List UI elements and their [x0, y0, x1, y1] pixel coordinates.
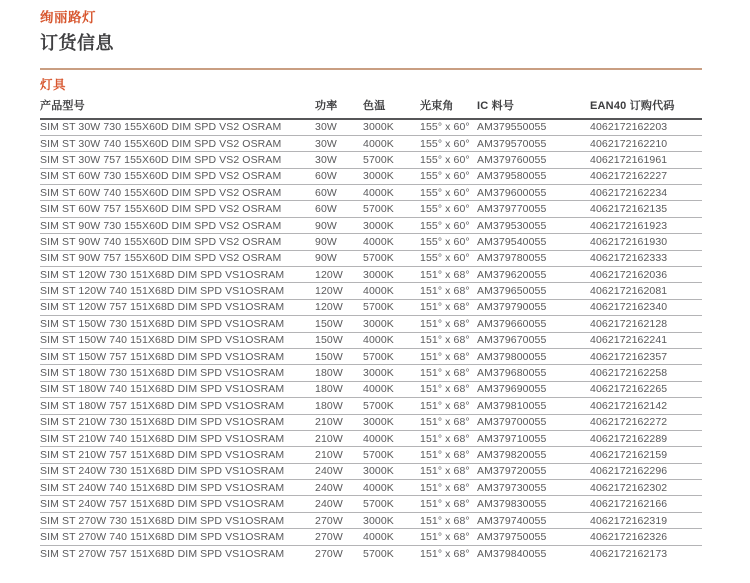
color-temp-cell: 4000K — [363, 381, 420, 397]
product-model-cell: SIM ST 60W 757 155X60D DIM SPD VS2 OSRAM — [40, 201, 315, 217]
power-cell: 240W — [315, 480, 363, 496]
product-model-cell: SIM ST 60W 740 155X60D DIM SPD VS2 OSRAM — [40, 185, 315, 201]
ean-code-cell: 4062172162142 — [590, 398, 702, 414]
beam-angle-cell: 151° x 68° — [420, 512, 477, 528]
table-row — [40, 348, 702, 364]
power-cell: 270W — [315, 547, 343, 560]
ean-code-cell: 4062172162272 — [590, 414, 702, 430]
ic-part-cell: AM379770055 — [477, 201, 590, 217]
table-row — [40, 217, 702, 233]
table-row — [40, 299, 702, 315]
beam-angle-cell: 151° x 68° — [420, 365, 477, 381]
beam-angle-cell: 155° x 60° — [420, 119, 477, 135]
product-model-cell: SIM ST 120W 757 151X68D DIM SPD VS1OSRAM — [40, 299, 315, 315]
product-model-cell: SIM ST 240W 730 151X68D DIM SPD VS1OSRAM — [40, 463, 315, 479]
ic-part-cell: AM379840055 — [477, 547, 547, 560]
ean-code-cell: 4062172162289 — [590, 430, 702, 446]
ean-code-cell: 4062172162340 — [590, 299, 702, 315]
ean-code-cell: 4062172161961 — [590, 152, 702, 168]
ic-part-cell: AM379540055 — [477, 234, 590, 250]
ic-part-cell: AM379620055 — [477, 267, 590, 283]
color-temp-cell: 4000K — [363, 430, 420, 446]
color-temp-cell: 5700K — [363, 496, 420, 512]
beam-angle-cell: 151° x 68° — [420, 267, 477, 283]
ic-part-cell: AM379820055 — [477, 447, 590, 463]
power-cell: 180W — [315, 381, 363, 397]
power-cell: 60W — [315, 168, 363, 184]
table-row — [40, 480, 702, 496]
ic-part-cell: AM379690055 — [477, 381, 590, 397]
product-model-cell: SIM ST 90W 757 155X60D DIM SPD VS2 OSRAM — [40, 250, 315, 266]
beam-angle-cell: 155° x 60° — [420, 152, 477, 168]
ic-part-cell: AM379680055 — [477, 365, 590, 381]
table-row — [40, 316, 702, 332]
ean-code-cell: 4062172162258 — [590, 365, 702, 381]
product-model-cell: SIM ST 240W 757 151X68D DIM SPD VS1OSRAM — [40, 496, 315, 512]
table-row — [40, 529, 702, 545]
ean-code-cell: 4062172162319 — [590, 512, 702, 528]
page-title: 订货信息 — [40, 33, 114, 53]
power-cell: 270W — [315, 512, 363, 528]
color-temp-cell: 5700K — [363, 348, 420, 364]
table-row — [40, 398, 702, 414]
color-temp-cell: 3000K — [363, 168, 420, 184]
color-temp-cell: 4000K — [363, 234, 420, 250]
power-cell: 120W — [315, 267, 363, 283]
column-header-power: 功率 — [315, 97, 363, 119]
ean-code-cell: 4062172162333 — [590, 250, 702, 266]
table-row — [40, 381, 702, 397]
ean-code-cell: 4062172162203 — [590, 119, 702, 135]
beam-angle-cell: 151° x 68° — [420, 283, 477, 299]
table-row — [40, 185, 702, 201]
ic-part-cell: AM379700055 — [477, 414, 590, 430]
table-row — [40, 430, 702, 446]
ic-part-cell: AM379800055 — [477, 348, 590, 364]
ordering-info-table — [40, 97, 702, 562]
power-cell: 90W — [315, 234, 363, 250]
color-temp-cell: 4000K — [363, 135, 420, 151]
table-row — [40, 168, 702, 184]
product-model-cell: SIM ST 270W 730 151X68D DIM SPD VS1OSRAM — [40, 512, 315, 528]
product-model-cell: SIM ST 120W 730 151X68D DIM SPD VS1OSRAM — [40, 267, 315, 283]
ean-code-cell: 4062172162210 — [590, 135, 702, 151]
beam-angle-cell: 151° x 68° — [420, 480, 477, 496]
power-cell: 240W — [315, 463, 363, 479]
color-temp-cell: 5700K — [363, 398, 420, 414]
ic-part-cell: AM379670055 — [477, 332, 590, 348]
table-row — [40, 250, 702, 266]
table-row — [40, 496, 702, 512]
product-model-cell: SIM ST 270W 740 151X68D DIM SPD VS1OSRAM — [40, 529, 315, 545]
ean-code-cell: 4062172162135 — [590, 201, 702, 217]
table-row — [40, 447, 702, 463]
power-cell: 150W — [315, 348, 363, 364]
ic-part-cell: AM379660055 — [477, 316, 590, 332]
ic-part-cell: AM379550055 — [477, 119, 590, 135]
table-row — [40, 365, 702, 381]
ean-code-cell: 4062172162302 — [590, 480, 702, 496]
color-temp-cell: 3000K — [363, 119, 420, 135]
ic-part-cell: AM379740055 — [477, 512, 590, 528]
table-row — [40, 119, 702, 135]
ic-part-cell: AM379650055 — [477, 283, 590, 299]
ean-code-cell: 4062172162173 — [590, 547, 668, 560]
product-model-cell: SIM ST 60W 730 155X60D DIM SPD VS2 OSRAM — [40, 168, 315, 184]
power-cell: 210W — [315, 414, 363, 430]
power-cell: 240W — [315, 496, 363, 512]
color-temp-cell: 5700K — [363, 447, 420, 463]
product-model-cell: SIM ST 90W 740 155X60D DIM SPD VS2 OSRAM — [40, 234, 315, 250]
beam-angle-cell: 151° x 68° — [420, 316, 477, 332]
power-cell: 180W — [315, 365, 363, 381]
ean-code-cell: 4062172162241 — [590, 332, 702, 348]
power-cell: 210W — [315, 447, 363, 463]
product-family-title: 绚丽路灯 — [40, 10, 96, 25]
product-model-cell: SIM ST 180W 740 151X68D DIM SPD VS1OSRAM — [40, 381, 315, 397]
power-cell: 270W — [315, 529, 363, 545]
power-cell: 30W — [315, 119, 363, 135]
beam-angle-cell: 155° x 60° — [420, 201, 477, 217]
color-temp-cell: 3000K — [363, 463, 420, 479]
color-temp-cell: 3000K — [363, 414, 420, 430]
beam-angle-cell: 155° x 60° — [420, 185, 477, 201]
beam-angle-cell: 151° x 68° — [420, 529, 477, 545]
beam-angle-cell: 155° x 60° — [420, 250, 477, 266]
ic-part-cell: AM379830055 — [477, 496, 590, 512]
column-header-color-temp: 色温 — [363, 97, 420, 119]
ic-part-cell: AM379530055 — [477, 217, 590, 233]
ic-part-cell: AM379760055 — [477, 152, 590, 168]
beam-angle-cell: 155° x 60° — [420, 217, 477, 233]
beam-angle-cell: 151° x 68° — [420, 496, 477, 512]
product-model-cell: SIM ST 30W 730 155X60D DIM SPD VS2 OSRAM — [40, 119, 315, 135]
color-temp-cell: 5700K — [363, 547, 394, 560]
ic-part-cell: AM379580055 — [477, 168, 590, 184]
color-temp-cell: 3000K — [363, 217, 420, 233]
product-model-cell: SIM ST 210W 740 151X68D DIM SPD VS1OSRAM — [40, 430, 315, 446]
product-model-cell: SIM ST 240W 740 151X68D DIM SPD VS1OSRAM — [40, 480, 315, 496]
beam-angle-cell: 151° x 68° — [420, 463, 477, 479]
color-temp-cell: 4000K — [363, 480, 420, 496]
ic-part-cell: AM379790055 — [477, 299, 590, 315]
power-cell: 120W — [315, 283, 363, 299]
ean-code-cell: 4062172162166 — [590, 496, 702, 512]
beam-angle-cell: 151° x 68° — [420, 447, 477, 463]
ean-code-cell: 4062172162265 — [590, 381, 702, 397]
product-model-cell: SIM ST 150W 757 151X68D DIM SPD VS1OSRAM — [40, 348, 315, 364]
power-cell: 90W — [315, 217, 363, 233]
power-cell: 60W — [315, 201, 363, 217]
beam-angle-cell: 151° x 68° — [420, 381, 477, 397]
table-row — [40, 267, 702, 283]
table-row — [40, 545, 702, 561]
product-model-cell: SIM ST 210W 730 151X68D DIM SPD VS1OSRAM — [40, 414, 315, 430]
beam-angle-cell: 151° x 68° — [420, 430, 477, 446]
table-row — [40, 234, 702, 250]
product-model-cell: SIM ST 90W 730 155X60D DIM SPD VS2 OSRAM — [40, 217, 315, 233]
beam-angle-cell: 155° x 60° — [420, 135, 477, 151]
beam-angle-cell: 151° x 68° — [420, 348, 477, 364]
beam-angle-cell: 155° x 60° — [420, 234, 477, 250]
color-temp-cell: 5700K — [363, 152, 420, 168]
power-cell: 30W — [315, 135, 363, 151]
ean-code-cell: 4062172162357 — [590, 348, 702, 364]
color-temp-cell: 5700K — [363, 250, 420, 266]
power-cell: 210W — [315, 430, 363, 446]
power-cell: 180W — [315, 398, 363, 414]
power-cell: 60W — [315, 185, 363, 201]
product-model-cell: SIM ST 150W 740 151X68D DIM SPD VS1OSRAM — [40, 332, 315, 348]
color-temp-cell: 4000K — [363, 283, 420, 299]
ean-code-cell: 4062172161923 — [590, 217, 702, 233]
product-model-cell: SIM ST 30W 757 155X60D DIM SPD VS2 OSRAM — [40, 152, 315, 168]
product-model-cell: SIM ST 210W 757 151X68D DIM SPD VS1OSRAM — [40, 447, 315, 463]
color-temp-cell: 3000K — [363, 365, 420, 381]
beam-angle-cell: 151° x 68° — [420, 332, 477, 348]
product-model-cell: SIM ST 270W 757 151X68D DIM SPD VS1OSRAM — [40, 547, 285, 560]
power-cell: 150W — [315, 316, 363, 332]
ean-code-cell: 4062172161930 — [590, 234, 702, 250]
power-cell: 30W — [315, 152, 363, 168]
table-row — [40, 332, 702, 348]
ic-part-cell: AM379730055 — [477, 480, 590, 496]
column-header-ic-part: IC 料号 — [477, 97, 590, 119]
table-row — [40, 201, 702, 217]
table-row — [40, 463, 702, 479]
table-row — [40, 135, 702, 151]
column-header-product-model: 产品型号 — [40, 97, 315, 119]
column-header-ean-code: EAN40 订购代码 — [590, 97, 702, 119]
ean-code-cell: 4062172162081 — [590, 283, 702, 299]
color-temp-cell: 4000K — [363, 332, 420, 348]
product-model-cell: SIM ST 30W 740 155X60D DIM SPD VS2 OSRAM — [40, 135, 315, 151]
ean-code-cell: 4062172162128 — [590, 316, 702, 332]
ean-code-cell: 4062172162159 — [590, 447, 702, 463]
section-label-luminaire: 灯具 — [40, 78, 67, 92]
color-temp-cell: 4000K — [363, 185, 420, 201]
ic-part-cell: AM379720055 — [477, 463, 590, 479]
column-header-beam-angle: 光束角 — [420, 97, 477, 119]
table-row — [40, 152, 702, 168]
power-cell: 90W — [315, 250, 363, 266]
ean-code-cell: 4062172162036 — [590, 267, 702, 283]
section-divider — [40, 68, 702, 70]
color-temp-cell: 5700K — [363, 299, 420, 315]
beam-angle-cell: 151° x 68° — [420, 414, 477, 430]
power-cell: 120W — [315, 299, 363, 315]
product-model-cell: SIM ST 120W 740 151X68D DIM SPD VS1OSRAM — [40, 283, 315, 299]
color-temp-cell: 3000K — [363, 267, 420, 283]
table-row — [40, 512, 702, 528]
product-model-cell: SIM ST 180W 757 151X68D DIM SPD VS1OSRAM — [40, 398, 315, 414]
table-header-row — [40, 97, 702, 119]
table-row — [40, 414, 702, 430]
product-model-cell: SIM ST 180W 730 151X68D DIM SPD VS1OSRAM — [40, 365, 315, 381]
ic-part-cell: AM379600055 — [477, 185, 590, 201]
ic-part-cell: AM379780055 — [477, 250, 590, 266]
product-model-cell: SIM ST 150W 730 151X68D DIM SPD VS1OSRAM — [40, 316, 315, 332]
ean-code-cell: 4062172162296 — [590, 463, 702, 479]
ean-code-cell: 4062172162326 — [590, 529, 702, 545]
ic-part-cell: AM379810055 — [477, 398, 590, 414]
ic-part-cell: AM379570055 — [477, 135, 590, 151]
color-temp-cell: 5700K — [363, 201, 420, 217]
beam-angle-cell: 151° x 68° — [420, 398, 477, 414]
table-row — [40, 283, 702, 299]
ean-code-cell: 4062172162234 — [590, 185, 702, 201]
color-temp-cell: 4000K — [363, 529, 420, 545]
color-temp-cell: 3000K — [363, 316, 420, 332]
beam-angle-cell: 155° x 60° — [420, 168, 477, 184]
beam-angle-cell: 151° x 68° — [420, 299, 477, 315]
table-body — [40, 119, 702, 562]
ic-part-cell: AM379710055 — [477, 430, 590, 446]
page-header — [40, 6, 710, 55]
ic-part-cell: AM379750055 — [477, 529, 590, 545]
ean-code-cell: 4062172162227 — [590, 168, 702, 184]
color-temp-cell: 3000K — [363, 512, 420, 528]
power-cell: 150W — [315, 332, 363, 348]
beam-angle-cell: 151° x 68° — [420, 547, 470, 560]
